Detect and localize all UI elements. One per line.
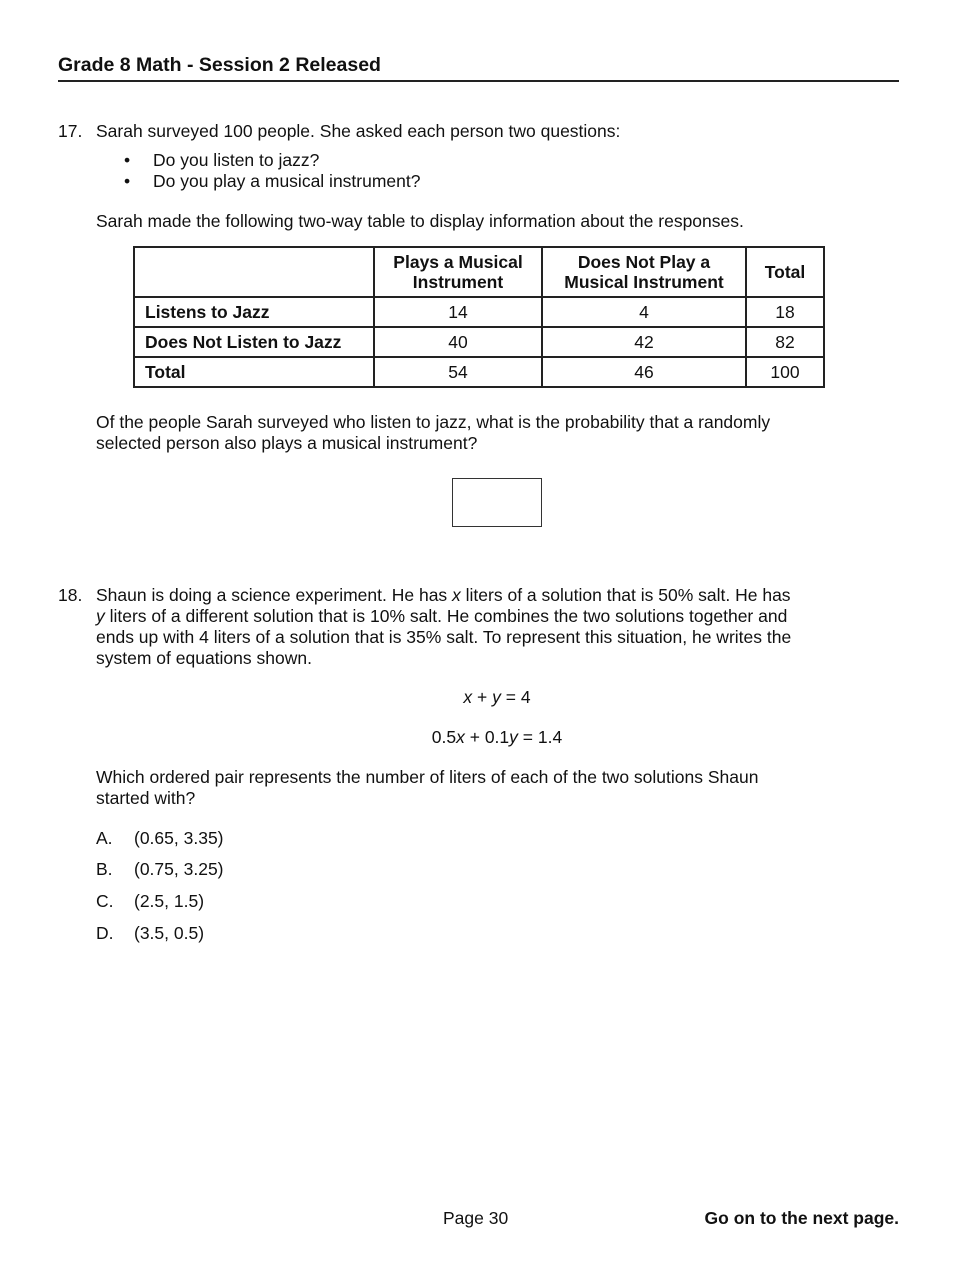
option-a[interactable]: A. (0.65, 3.35) bbox=[96, 828, 224, 848]
table-row bbox=[134, 297, 824, 327]
table-header-cell: Does Not Play a Musical Instrument bbox=[542, 247, 746, 297]
table-header-row bbox=[134, 247, 824, 297]
q18-text-line: Shaun is doing a science experiment. He has x liters of a solution that is 50% salt. He has bbox=[96, 585, 791, 605]
bullet-icon: • bbox=[124, 171, 131, 191]
answer-input-box[interactable] bbox=[452, 478, 542, 527]
table-row bbox=[134, 327, 824, 357]
q17-table-intro: Sarah made the following two-way table to display information about the responses. bbox=[96, 211, 744, 231]
q17-question: selected person also plays a musical instrument? bbox=[96, 433, 478, 453]
table-cell: 100 bbox=[746, 357, 824, 387]
table-cell: 14 bbox=[374, 297, 542, 327]
page-number: Page 30 bbox=[443, 1208, 509, 1228]
table-header-cell: Plays a Musical Instrument bbox=[374, 247, 542, 297]
table-cell: 54 bbox=[374, 357, 542, 387]
row-header: Total bbox=[134, 357, 374, 387]
q17-bullet: Do you listen to jazz? bbox=[153, 150, 320, 170]
row-header: Does Not Listen to Jazz bbox=[134, 327, 374, 357]
table-cell: 42 bbox=[542, 327, 746, 357]
q17-bullet: Do you play a musical instrument? bbox=[153, 171, 421, 191]
table-header-cell: Total bbox=[746, 247, 824, 297]
q18-text-line: ends up with 4 liters of a solution that is 35% salt. To represent this situation, he writes the bbox=[96, 627, 792, 647]
header-rule bbox=[58, 80, 899, 82]
table-cell: 18 bbox=[746, 297, 824, 327]
option-b[interactable]: B. (0.75, 3.25) bbox=[96, 859, 224, 879]
table-cell: 82 bbox=[746, 327, 824, 357]
q17-intro: Sarah surveyed 100 people. She asked each person two questions: bbox=[96, 121, 621, 141]
option-c[interactable]: C. (2.5, 1.5) bbox=[96, 891, 205, 911]
table-header-cell bbox=[134, 247, 374, 297]
table-cell: 40 bbox=[374, 327, 542, 357]
q18-question: Which ordered pair represents the number of liters of each of the two solutions Shaun bbox=[96, 767, 759, 787]
bullet-icon: • bbox=[124, 150, 131, 170]
q17-question: Of the people Sarah surveyed who listen to jazz, what is the probability that a randomly bbox=[96, 412, 771, 432]
q18-number: 18. bbox=[58, 585, 83, 605]
q18-text-line: system of equations shown. bbox=[96, 648, 312, 668]
table-cell: 4 bbox=[542, 297, 746, 327]
table-row bbox=[134, 357, 824, 387]
q18-question: started with? bbox=[96, 788, 196, 808]
row-header: Listens to Jazz bbox=[134, 297, 374, 327]
table-cell: 46 bbox=[542, 357, 746, 387]
q18-text-line: y liters of a different solution that is 10% salt. He combines the two solutions together and bbox=[96, 606, 788, 626]
equation-1: x + y = 4 bbox=[463, 687, 531, 707]
equation-2: 0.5x + 0.1y = 1.4 bbox=[431, 727, 563, 747]
q17-number: 17. bbox=[58, 121, 83, 141]
option-d[interactable]: D. (3.5, 0.5) bbox=[96, 923, 205, 943]
two-way-table bbox=[133, 246, 825, 388]
page-header-title: Grade 8 Math - Session 2 Released bbox=[58, 54, 381, 76]
next-page-note: Go on to the next page. bbox=[704, 1208, 899, 1228]
